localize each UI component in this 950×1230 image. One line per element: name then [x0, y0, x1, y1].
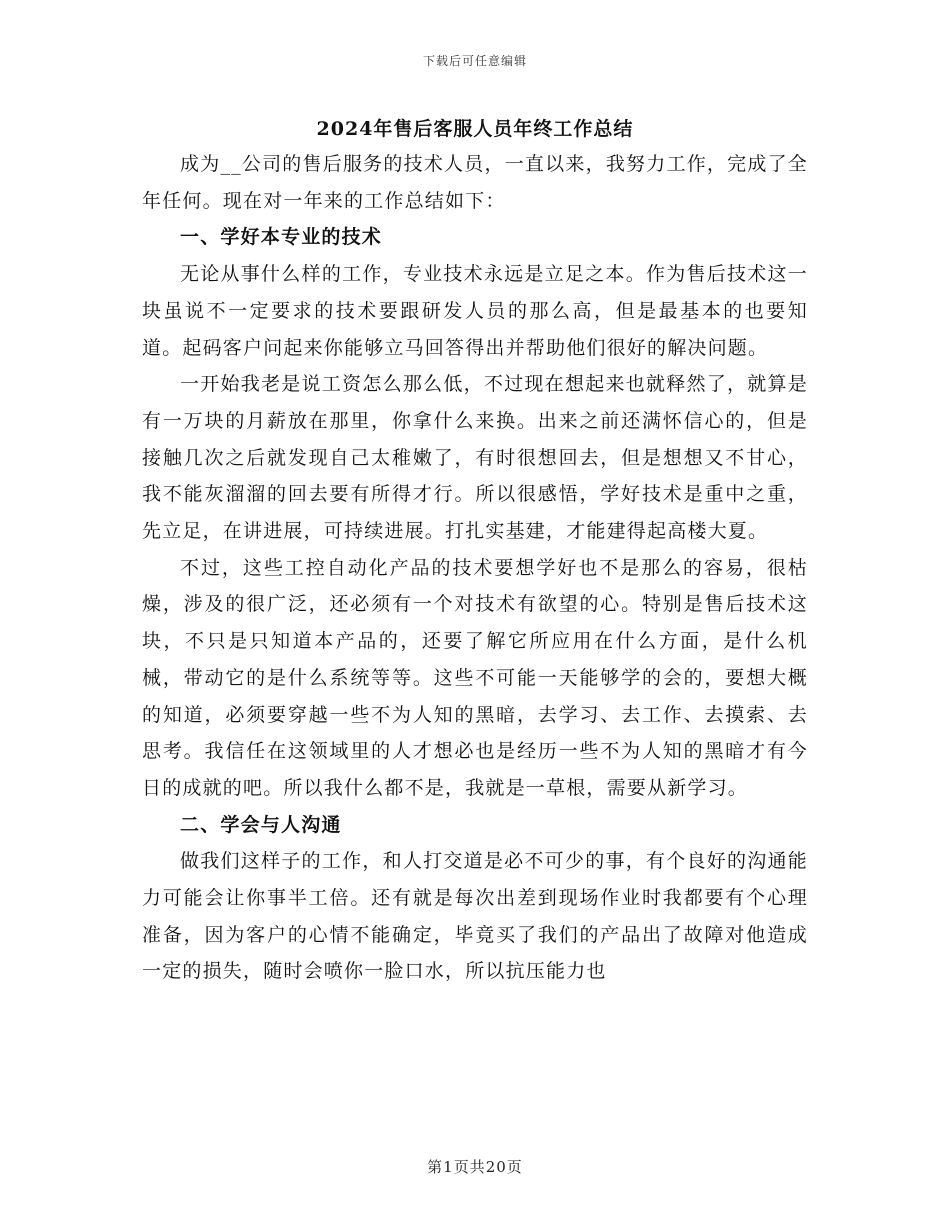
section-heading-1: 一、学好本专业的技术 [180, 226, 383, 249]
paragraph-4: 做我们这样子的工作，和人打交道是必不可少的事，有个良好的沟通能力可能会让你事半工倍。还有就是每次出差到现场作业时我都要有个心理准备，因为客户的心情不能确定，毕竟买了我们的产品出了故障对他造成一定的损失，随时会喷你一脸口水，所以抗压能力也 [142, 850, 808, 983]
paragraph-2: 一开始我老是说工资怎么那么低，不过现在想起来也就释然了，就算是有一万块的月薪放在那里，你拿什么来换。出来之前还满怀信心的，但是接触几次之后就发现自己太稚嫩了，有时很想回去，但是想想又不甘心，我不能灰溜溜的回去要有所得才行。所以很感悟，学好技术是重中之重，先立足，在讲进展，可持续进展。打扎实基建，才能建得起高楼大夏。 [142, 373, 808, 543]
page-header-note: 下载后可任意编辑 [422, 54, 527, 68]
section-heading-2: 二、学会与人沟通 [180, 813, 342, 836]
paragraph-intro: 成为__公司的售后服务的技术人员，一直以来，我努力工作，完成了全年任何。现在对一年来的工作总结如下： [142, 153, 808, 212]
paragraph-1: 无论从事什么样的工作，专业技术永远是立足之本。作为售后技术这一块虽说不一定要求的技术要跟研发人员的那么高，但是最基本的也要知道。起码客户问起来你能够立马回答得出并帮助他们很好的解决问题。 [142, 263, 808, 359]
document-body [142, 146, 808, 990]
paragraph-3: 不过，这些工控自动化产品的技术要想学好也不是那么的容易，很枯燥，涉及的很广泛，还必须有一个对技术有欲望的心。特别是售后技术这块，不只是只知道本产品的，还要了解它所应用在什么方面，是什么机械，带动它的是什么系统等等。这些不可能一天能够学的会的，要想大概的知道，必须要穿越一些不为人知的黑暗，去学习、去工作、去摸索、去思考。我信任在这领域里的人才想必也是经历一些不为人知的黑暗才有今日的成就的吧。所以我什么都不是，我就是一草根，需要从新学习。 [142, 556, 808, 799]
page-number-footer: 第1页共20页 [427, 1158, 523, 1176]
document-title: 2024年售后客服人员年终工作总结 [316, 118, 634, 140]
